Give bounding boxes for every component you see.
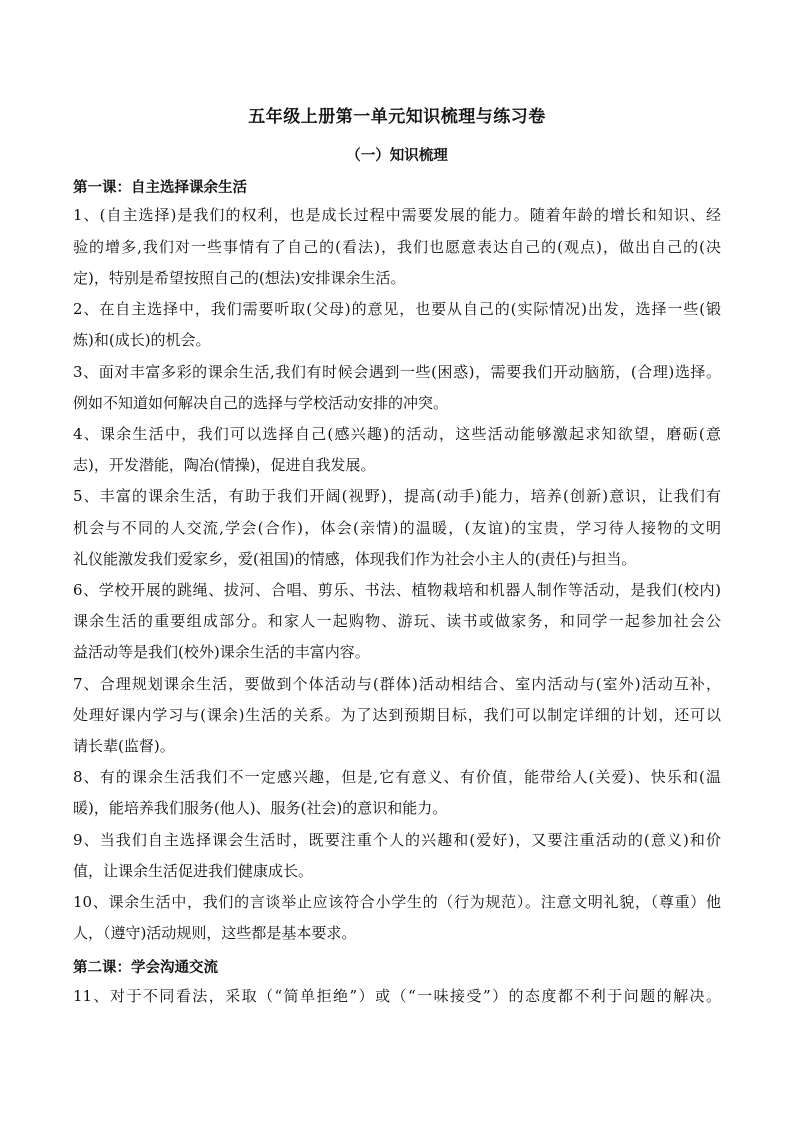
text-line: 志)，开发潜能，陶冶(情操)，促进自我发展。 xyxy=(73,456,376,474)
text-line: 人，（遵守)活动规则，这些都是基本要求。 xyxy=(73,924,357,942)
text-line: 4、课余生活中，我们可以选择自己(感兴趣)的活动，这些活动能够激起求知欲望，磨砺(意 xyxy=(73,425,721,443)
text-line: 验的增多,我们对一些事情有了自己的(看法)，我们也愿意表达自己的(观点)，做出自己的(决 xyxy=(73,238,721,256)
text-line: 8、有的课余生活我们不一定感兴趣，但是,它有意义、有价值，能带给人(关爱)、快乐和(温 xyxy=(73,768,721,786)
text-line: 6、学校开展的跳绳、拔河、合唱、剪乐、书法、植物栽培和机器人制作等活动，是我们(校内) xyxy=(73,581,721,599)
text-line: 5、丰富的课余生活，有助于我们开阔(视野)，提高(动手)能力，培养(创新)意识，让我们有 xyxy=(73,487,721,505)
text-line: 请长辈(监督)。 xyxy=(73,737,175,755)
text-line: 炼)和(成长)的机会。 xyxy=(73,331,211,349)
text-line: 益活动等是我们(校外)课余生活的丰富内容。 xyxy=(73,643,370,661)
text-line: 礼仪能激发我们爱家乡，爱(祖国)的情感，体现我们作为社会小主人的(责任)与担当。 xyxy=(73,550,637,568)
text-line: 7、合理规划课余生活，要做到个体活动与(群体)活动相结合、室内活动与(室外)活动互补， xyxy=(73,675,721,693)
document-title: 五年级上册第一单元知识梳理与练习卷 xyxy=(248,107,546,127)
lesson2-heading: 第二课：学会沟通交流 xyxy=(73,959,218,976)
text-line: 3、面对丰富多彩的课余生活,我们有时候会遇到一些(困惑)，需要我们开动脑筋，(合理)选择。 xyxy=(73,363,721,381)
text-line: 9、当我们自主选择课会生活时，既要注重个人的兴趣和(爱好)，又要注重活动的(意义)和价 xyxy=(73,831,721,849)
section-subtitle: （一）知识梳理 xyxy=(346,147,448,164)
text-line: 2、在自主选择中，我们需要听取(父母)的意见，也要从自己的(实际情况)出发，选择一些(锻 xyxy=(73,300,721,318)
text-line: 值，让课余生活促进我们健康成长。 xyxy=(73,862,314,880)
text-line: 处理好课内学习与(课余)生活的关系。为了达到预期目标，我们可以制定详细的计划，还可以 xyxy=(73,706,721,724)
text-line: 机会与不同的人交流,学会(合作)，体会(亲情)的温暖，(友谊)的宝贵，学习待人接物的文明 xyxy=(73,519,721,537)
text-line: 11、对于不同看法，采取（“简单拒绝”）或（“一味接受”）的态度都不利于问题的解决。 xyxy=(73,987,721,1005)
text-line: 1、(自主选择)是我们的权利，也是成长过程中需要发展的能力。随着年龄的增长和知识、经 xyxy=(73,206,721,224)
text-line: 暖)，能培养我们服务(他人)、服务(社会)的意识和能力。 xyxy=(73,799,448,817)
text-line: 例如不知道如何解决自己的选择与学校活动安排的冲突。 xyxy=(73,394,449,412)
text-line: 定)，特别是希望按照自己的(想法)安排课余生活。 xyxy=(73,269,406,287)
lesson1-heading: 第一课：自主选择课余生活 xyxy=(73,179,247,196)
text-line: 课余生活的重要组成部分。和家人一起购物、游玩、读书或做家务，和同学一起参加社会公 xyxy=(73,612,721,630)
text-line: 10、课余生活中，我们的言谈举止应该符合小学生的（行为规范）。注意文明礼貌，（尊重）他 xyxy=(73,893,721,911)
